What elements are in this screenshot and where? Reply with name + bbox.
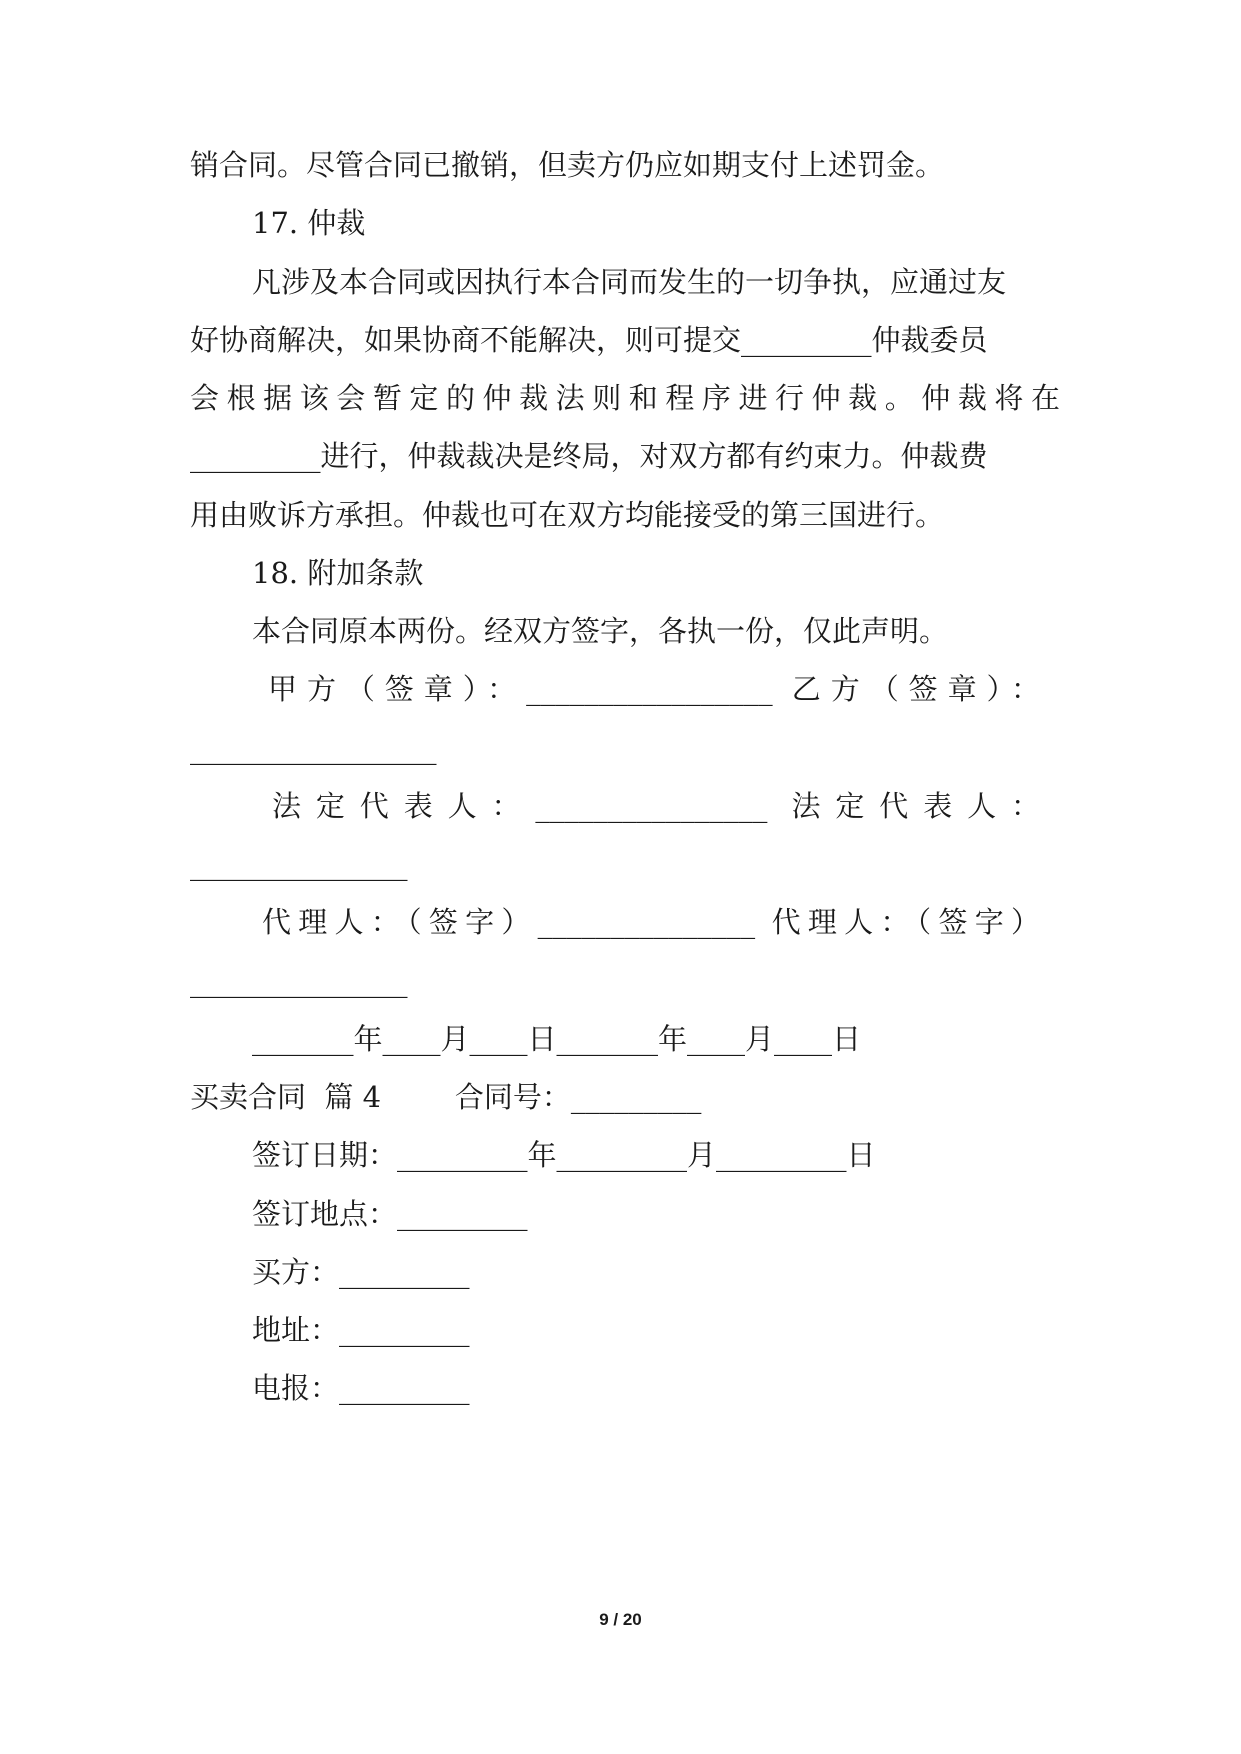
signature-blank: _______________ (190, 847, 408, 881)
telegram-line: 电报：_________ (252, 1371, 470, 1405)
paragraph-line: 销合同。尽管合同已撤销，但卖方仍应如期支付上述罚金。 (190, 148, 945, 182)
page-number: 9 / 20 (599, 1610, 642, 1629)
section-heading-arbitration: 17. 仲裁 (252, 206, 366, 240)
paragraph-line: _________进行，仲裁裁决是终局，对双方都有约束力。仲裁费 (190, 439, 988, 473)
signing-place-line: 签订地点：_________ (252, 1197, 528, 1231)
paragraph-line: 会根据该会暂定的仲裁法则和程序进行仲裁。仲裁将在 (190, 381, 1060, 415)
paragraph-line: 用由败诉方承担。仲裁也可在双方均能接受的第三国进行。 (190, 498, 945, 532)
signature-line-legal-representative: 法定代表人：________________ 法定代表人： (272, 789, 1040, 823)
contract-title-line: 买卖合同 篇 4 合同号：_________ (190, 1080, 702, 1114)
buyer-line: 买方：_________ (252, 1255, 470, 1289)
signature-blank: _______________ (190, 964, 408, 998)
paragraph-line: 凡涉及本合同或因执行本合同而发生的一切争执，应通过友 (252, 265, 1007, 299)
signature-line-agent: 代理人：（签字）_______________ 代理人：（签字） (262, 905, 1040, 939)
signature-blank: _________________ (190, 731, 437, 765)
section-heading-additional-terms: 18. 附加条款 (252, 556, 424, 590)
paragraph-line: 本合同原本两份。经双方签字，各执一份，仅此声明。 (252, 614, 949, 648)
signature-line-party-a-b: 甲方（签章）：_________________ 乙方（签章）： (268, 672, 1040, 706)
signature-date-line: _______年____月____日_______年____月____日 (252, 1022, 862, 1056)
address-line: 地址：_________ (252, 1313, 470, 1347)
signing-date-line: 签订日期：_________年_________月_________日 (252, 1138, 876, 1172)
paragraph-line: 好协商解决，如果协商不能解决，则可提交_________仲裁委员 (190, 323, 988, 357)
